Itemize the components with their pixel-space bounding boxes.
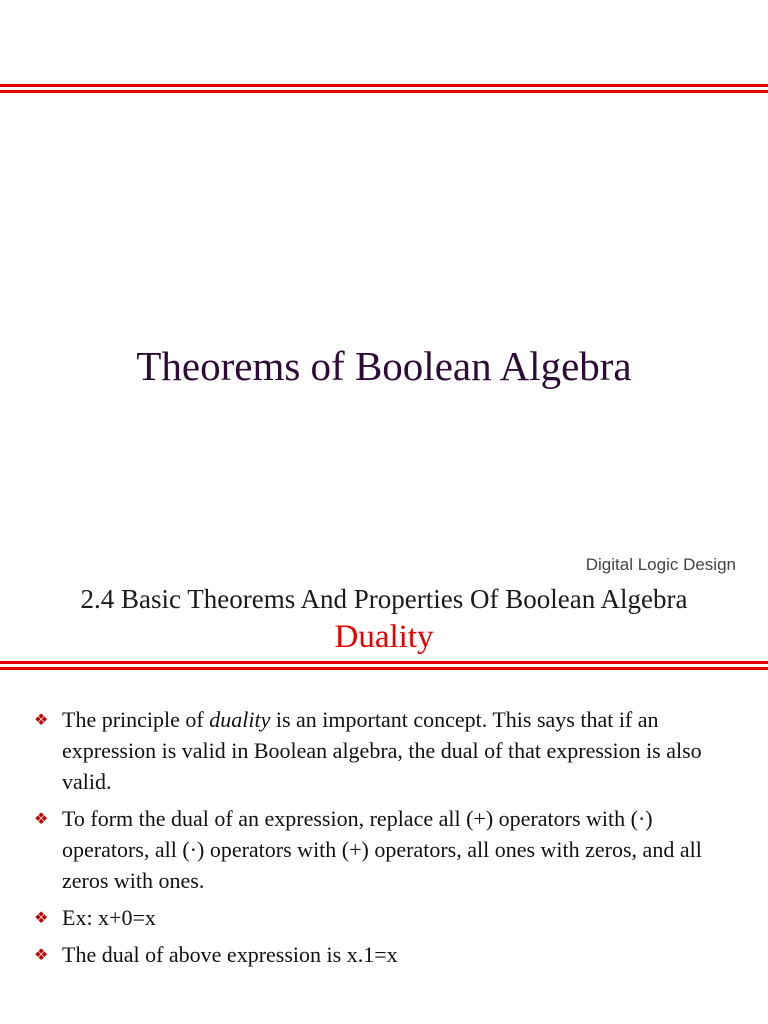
bullet-item bbox=[34, 902, 734, 933]
bullet-item bbox=[34, 704, 734, 797]
top-divider-line-1 bbox=[0, 84, 768, 87]
diamond-bullet-icon: ❖ bbox=[34, 945, 49, 964]
top-divider bbox=[0, 84, 768, 96]
section-heading: 2.4 Basic Theorems And Properties Of Boolean Algebra bbox=[80, 584, 688, 614]
diamond-bullet-icon: ❖ bbox=[34, 710, 49, 729]
footer-label: Digital Logic Design bbox=[585, 555, 736, 574]
middle-divider-line-1 bbox=[0, 661, 768, 664]
middle-divider bbox=[0, 661, 768, 673]
bullet-item bbox=[34, 803, 734, 896]
emphasis-duality: duality bbox=[209, 707, 271, 732]
section-subheading: Duality bbox=[334, 619, 434, 655]
middle-divider-line-2 bbox=[0, 667, 768, 670]
top-divider-line-2 bbox=[0, 90, 768, 93]
slide-title: Theorems of Boolean Algebra bbox=[136, 343, 632, 389]
diamond-bullet-icon: ❖ bbox=[34, 809, 49, 828]
bullet-text: The dual of above expression is x.1=x bbox=[62, 942, 398, 967]
bullet-text: To form the dual of an expression, replace all (+) operators with (·) operators, all (·) operators with (+) operators, all ones with zeros, and all zeros with ones. bbox=[62, 806, 702, 893]
bullet-item bbox=[34, 939, 734, 970]
bullet-list bbox=[34, 704, 734, 976]
bullet-text-part: is an important concept. This says that if an expression is valid in Boolean algebra, the dual of that expression is also valid. bbox=[62, 707, 702, 794]
diamond-bullet-icon: ❖ bbox=[34, 908, 49, 927]
bullet-text-part: The principle of bbox=[62, 707, 210, 732]
bullet-text: Ex: x+0=x bbox=[62, 905, 156, 930]
